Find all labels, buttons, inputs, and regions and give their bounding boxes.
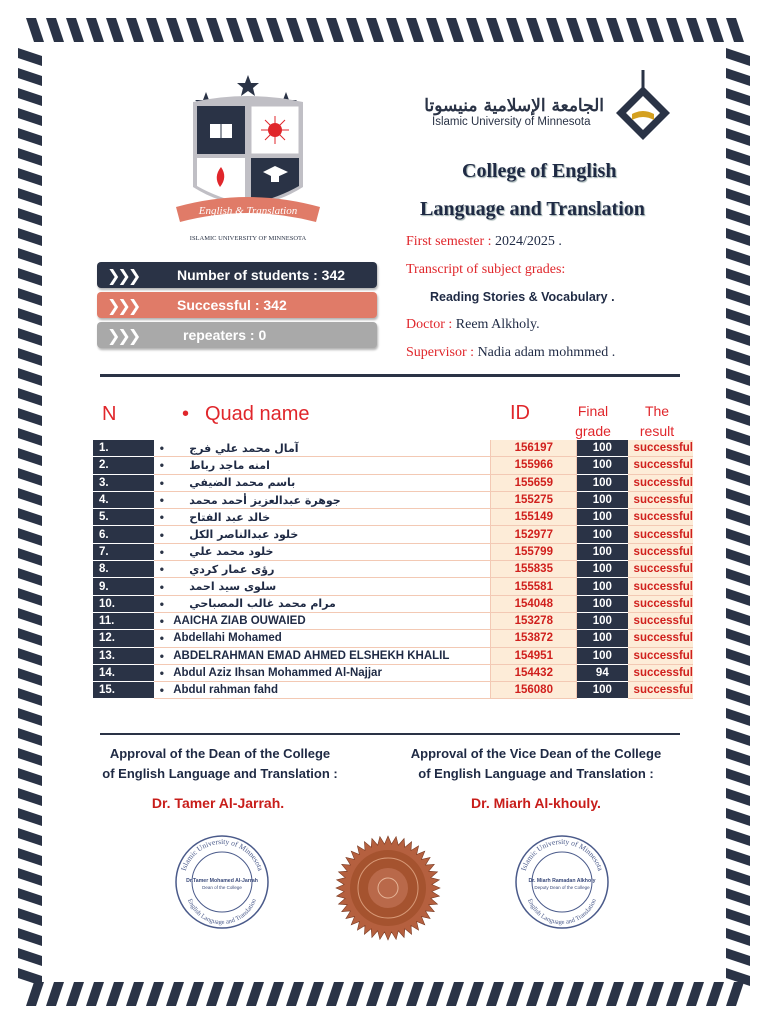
result-status: successful xyxy=(628,682,693,699)
final-grade: 100 xyxy=(577,440,628,457)
result-header-line1: The xyxy=(644,403,670,419)
table-row xyxy=(93,543,693,560)
chevrons-icon: ❯❯❯ xyxy=(107,265,139,285)
stamp-arc-bottom: English Language and Translation xyxy=(186,897,258,927)
college-title-line2: Language and Translation xyxy=(420,198,645,220)
vice-approval-line2: of English Language and Translation : xyxy=(418,766,654,781)
subject-name: Reading Stories & Vocabulary . xyxy=(430,290,615,304)
row-bullet: • xyxy=(154,509,169,526)
student-id: 154432 xyxy=(491,664,577,681)
row-number: 11. xyxy=(93,612,154,629)
supervisor-line xyxy=(406,345,615,361)
row-bullet: • xyxy=(154,595,169,612)
final-grade: 100 xyxy=(577,561,628,578)
result-status: successful xyxy=(628,491,693,508)
student-id: 155149 xyxy=(491,509,577,526)
row-number: 2. xyxy=(93,457,154,474)
final-grade: 100 xyxy=(577,474,628,491)
student-id: 155275 xyxy=(491,491,577,508)
final-grade: 100 xyxy=(577,491,628,508)
vice-approval-line1: Approval of the Vice Dean of the College xyxy=(410,746,662,761)
stamp-arc-top: Islamic University of Minnesota xyxy=(518,836,606,872)
row-number: 13. xyxy=(93,647,154,664)
semester-value: 2024/2025 . xyxy=(491,234,562,249)
supervisor-value: Nadia adam mohmmed . xyxy=(474,345,616,360)
college-title-line1: College of English xyxy=(462,160,617,182)
chevrons-icon: ❯❯❯ xyxy=(107,325,139,345)
stamp-vice-name: Dr. Miarh Ramadan Alkholy xyxy=(528,878,596,884)
table-row xyxy=(93,509,693,526)
row-bullet: • xyxy=(154,440,169,457)
university-english-name: Islamic University of Minnesota xyxy=(432,116,591,128)
table-row xyxy=(93,682,693,699)
row-bullet: • xyxy=(154,664,169,681)
row-number: 10. xyxy=(93,595,154,612)
student-id: 154951 xyxy=(491,647,577,664)
final-grade: 100 xyxy=(577,457,628,474)
student-name: خلود عبدالناصر الكل xyxy=(169,526,491,543)
row-number: 1. xyxy=(93,440,154,457)
final-grade: 100 xyxy=(577,543,628,560)
crest-arc-text: ISLAMIC UNIVERSITY OF MINNESOTA xyxy=(189,235,307,242)
row-number: 5. xyxy=(93,509,154,526)
final-grade: 94 xyxy=(577,664,628,681)
row-bullet: • xyxy=(154,526,169,543)
student-name: Abdellahi Mohamed xyxy=(169,630,491,647)
row-bullet: • xyxy=(154,630,169,647)
table-row xyxy=(93,595,693,612)
student-name: Abdul Aziz Ihsan Mohammed Al-Najjar xyxy=(169,664,491,681)
student-id: 155659 xyxy=(491,474,577,491)
final-grade: 100 xyxy=(577,578,628,595)
table-row xyxy=(93,474,693,491)
table-row xyxy=(93,647,693,664)
student-id: 153872 xyxy=(491,630,577,647)
final-grade: 100 xyxy=(577,509,628,526)
stamp-arc-bottom: English Language and Translation xyxy=(526,897,598,927)
university-arabic-name: الجامعة الإسلامية منيسوتا xyxy=(424,96,604,116)
student-id: 152977 xyxy=(491,526,577,543)
result-status: successful xyxy=(628,561,693,578)
row-number: 14. xyxy=(93,664,154,681)
column-header-grade xyxy=(566,401,620,441)
student-name: سلوى سيد احمد xyxy=(169,578,491,595)
vice-dean-approval-text xyxy=(386,744,686,784)
column-header-result xyxy=(630,401,684,441)
dean-approval-line2: of English Language and Translation : xyxy=(102,766,338,781)
students-count-bar xyxy=(97,262,377,288)
supervisor-label: Supervisor : xyxy=(406,345,475,360)
chevrons-icon: ❯❯❯ xyxy=(107,295,139,315)
row-bullet: • xyxy=(154,578,169,595)
dean-approval-text xyxy=(70,744,370,784)
row-bullet: • xyxy=(154,543,169,560)
stamp-vice-title: Deputy Dean of the College xyxy=(534,885,590,890)
student-name: امنه ماجد رباط xyxy=(169,457,491,474)
student-name: Abdul rahman fahd xyxy=(169,682,491,699)
college-crest-logo xyxy=(168,72,328,247)
row-bullet: • xyxy=(154,474,169,491)
university-logo xyxy=(424,96,604,128)
student-name: جوهرة عبدالعزيز أحمد محمد xyxy=(169,491,491,508)
student-name: خالد عبد الفتاح xyxy=(169,509,491,526)
repeaters-count-label: repeaters : 0 xyxy=(183,327,267,343)
divider-line xyxy=(100,374,680,377)
stamp-arc-top: Islamic University of Minnesota xyxy=(178,836,266,872)
column-header-id: ID xyxy=(510,402,530,424)
column-header-n: N xyxy=(102,403,117,425)
dean-name: Dr. Tamer Al-Jarrah. xyxy=(151,795,285,811)
result-status: successful xyxy=(628,543,693,560)
column-header-bullet: • xyxy=(182,403,190,425)
result-status: successful xyxy=(628,526,693,543)
result-status: successful xyxy=(628,509,693,526)
row-number: 6. xyxy=(93,526,154,543)
doctor-value: Reem Alkholy. xyxy=(452,317,540,332)
final-grade: 100 xyxy=(577,647,628,664)
final-grade: 100 xyxy=(577,526,628,543)
table-row xyxy=(93,526,693,543)
student-name: AAICHA ZIAB OUWAIED xyxy=(169,612,491,629)
successful-count-bar xyxy=(97,292,377,318)
student-id: 155966 xyxy=(491,457,577,474)
doctor-line xyxy=(406,317,540,333)
column-header-name: Quad name xyxy=(205,403,310,425)
final-grade: 100 xyxy=(577,612,628,629)
stamp-dean-name: Dr.Tamer Mohamed Al-Jarrah xyxy=(186,878,258,884)
table-row xyxy=(93,491,693,508)
row-bullet: • xyxy=(154,561,169,578)
row-number: 8. xyxy=(93,561,154,578)
result-status: successful xyxy=(628,578,693,595)
result-status: successful xyxy=(628,474,693,491)
student-name: باسم محمد الضيفي xyxy=(169,474,491,491)
dean-approval-line1: Approval of the Dean of the College xyxy=(109,746,331,761)
result-status: successful xyxy=(628,612,693,629)
student-name: مرام محمد غالب المصباحي xyxy=(169,595,491,612)
table-row xyxy=(93,457,693,474)
result-status: successful xyxy=(628,440,693,457)
row-number: 7. xyxy=(93,543,154,560)
row-number: 12. xyxy=(93,630,154,647)
grade-header-line1: Final xyxy=(577,403,609,419)
result-header-line2: result xyxy=(639,423,675,439)
repeaters-count-bar xyxy=(97,322,377,348)
table-row xyxy=(93,578,693,595)
result-status: successful xyxy=(628,630,693,647)
row-number: 4. xyxy=(93,491,154,508)
student-id: 155581 xyxy=(491,578,577,595)
students-count-label: Number of students : 342 xyxy=(177,267,346,283)
row-bullet: • xyxy=(154,682,169,699)
table-row xyxy=(93,561,693,578)
student-name: رؤى عمار كردي xyxy=(169,561,491,578)
student-name: آمال محمد علي فرج xyxy=(169,440,491,457)
divider-line-bottom xyxy=(100,733,680,735)
university-emblem-icon xyxy=(608,68,678,148)
student-name: خلود محمد علي xyxy=(169,543,491,560)
result-status: successful xyxy=(628,457,693,474)
table-row xyxy=(93,664,693,681)
svg-text:Islamic University of Minnesot xyxy=(519,837,605,873)
successful-count-label: Successful : 342 xyxy=(177,297,287,313)
dean-stamp xyxy=(172,832,272,932)
result-status: successful xyxy=(628,664,693,681)
table-row xyxy=(93,630,693,647)
semester-line xyxy=(406,234,562,250)
row-bullet: • xyxy=(154,612,169,629)
row-number: 3. xyxy=(93,474,154,491)
student-name: ABDELRAHMAN EMAD AHMED ELSHEKH KHALIL xyxy=(169,647,491,664)
table-row xyxy=(93,440,693,457)
vice-dean-stamp xyxy=(512,832,612,932)
row-number: 9. xyxy=(93,578,154,595)
final-grade: 100 xyxy=(577,682,628,699)
grades-table xyxy=(93,440,693,699)
table-row xyxy=(93,612,693,629)
final-grade: 100 xyxy=(577,630,628,647)
stamp-dean-title: Dean of the College xyxy=(202,885,242,890)
final-grade: 100 xyxy=(577,595,628,612)
student-id: 154048 xyxy=(491,595,577,612)
row-bullet: • xyxy=(154,457,169,474)
row-number: 15. xyxy=(93,682,154,699)
result-status: successful xyxy=(628,595,693,612)
doctor-label: Doctor : xyxy=(406,317,453,332)
student-id: 155799 xyxy=(491,543,577,560)
crest-banner-text: English & Translation xyxy=(198,205,298,217)
row-bullet: • xyxy=(154,491,169,508)
result-status: successful xyxy=(628,647,693,664)
vice-dean-name: Dr. Miarh Al-khouly. xyxy=(471,795,601,811)
grade-header-line2: grade xyxy=(575,423,611,439)
row-bullet: • xyxy=(154,647,169,664)
student-id: 156197 xyxy=(491,440,577,457)
student-id: 156080 xyxy=(491,682,577,699)
student-id: 153278 xyxy=(491,612,577,629)
svg-text:Islamic University of Minnesot xyxy=(179,837,265,873)
official-seal xyxy=(334,834,442,942)
student-id: 155835 xyxy=(491,561,577,578)
transcript-label: Transcript of subject grades: xyxy=(406,262,566,277)
semester-label: First semester : xyxy=(406,234,492,249)
